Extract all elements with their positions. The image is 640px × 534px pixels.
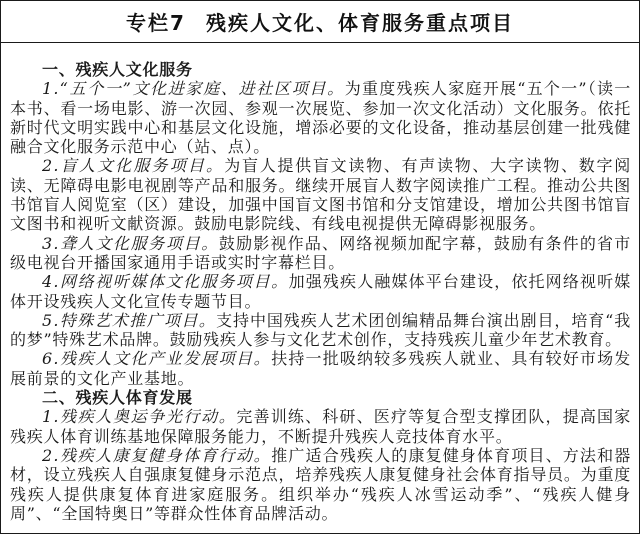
- item-lead: 5.特殊艺术推广项目。: [42, 310, 217, 330]
- culture-item-1: [10, 79, 631, 156]
- item-body: 扶持一批吸纳较多残疾人就业、具有较好市场发展前景的文化产业基地。: [10, 349, 631, 388]
- item-body: 完善训练、科研、医疗等复合型支撑团队，提高国家残疾人体育训练基地保障服务能力，不断提升残疾人竞技体育水平。: [10, 407, 631, 446]
- box-title-number: 专栏7: [126, 11, 186, 35]
- item-lead: 1.残疾人奥运争光行动。: [42, 407, 237, 427]
- item-lead: 2.残疾人康复健身体育行动。: [42, 445, 272, 465]
- item-lead: 3.聋人文化服务项目。: [42, 233, 219, 253]
- item-body: 推广适合残疾人的康复健身体育项目、方法和器材，设立残疾人自强康复健身示范点，培养残疾人康复健身社会体育指导员。为重度残疾人提供康复体育进家庭服务。组织举办“残疾人冰雪运动季”、“残疾人健身周”、“全国特奥日”等群众性体育品牌活动。: [10, 445, 631, 523]
- section-heading-culture: 一、残疾人文化服务: [42, 60, 193, 79]
- culture-item-6: [10, 349, 631, 388]
- item-body: 为重度残疾人家庭开展“五个一”（读一本书、看一场电影、游一次园、参观一次展览、参加一次文化活动）文化服务。依托新时代文明实践中心和基层文化设施，增添必要的文化设备，推动基层创建一批残健融合文化服务示范中心（站、点）。: [10, 79, 631, 157]
- item-body: 支持中国残疾人艺术团创编精品舞台演出剧目，培育“我的梦”特殊艺术品牌。鼓励残疾人参与文化艺术创作，支持残疾儿童少年艺术教育。: [10, 310, 632, 350]
- box-content: [1, 43, 639, 523]
- item-body: 加强残疾人融媒体平台建设，依托网络视听媒体开设残疾人文化宣传专题节目。: [10, 272, 631, 311]
- section-heading-sports: 二、残疾人体育发展: [42, 388, 193, 408]
- sports-item-2: [10, 446, 631, 523]
- item-lead: 6.残疾人文化产业发展项目。: [42, 349, 272, 369]
- item-lead: 4.网络视听媒体文化服务项目。: [42, 272, 289, 292]
- box-title-text: 残疾人文化、体育服务重点项目: [205, 11, 514, 35]
- sports-item-1: [10, 407, 631, 446]
- culture-item-4: [10, 272, 631, 311]
- culture-item-2: [10, 156, 631, 233]
- item-body: 鼓励影视作品、网络视频加配字幕，鼓励有条件的省市级电视台开播国家通用手语或实时字幕栏目。: [10, 233, 631, 272]
- item-lead: 2.盲人文化服务项目。: [42, 156, 225, 176]
- culture-item-5: [10, 311, 631, 350]
- item-body: 为盲人提供盲文读物、有声读物、大字读物、数字阅读、无障碍电影电视剧等产品和服务。继续开展盲人数字阅读推广工程。推动公共图书馆盲人阅览室（区）建设，加强中国盲文图书馆和分支馆建设，增加公共图书馆盲文图书和视听文献资源。鼓励电影院线、有线电视提供无障碍影视服务。: [10, 156, 631, 234]
- item-lead: 1.“五个一”文化进家庭、进社区项目。: [42, 79, 345, 99]
- box-title: [1, 1, 639, 43]
- culture-item-3: [10, 234, 631, 273]
